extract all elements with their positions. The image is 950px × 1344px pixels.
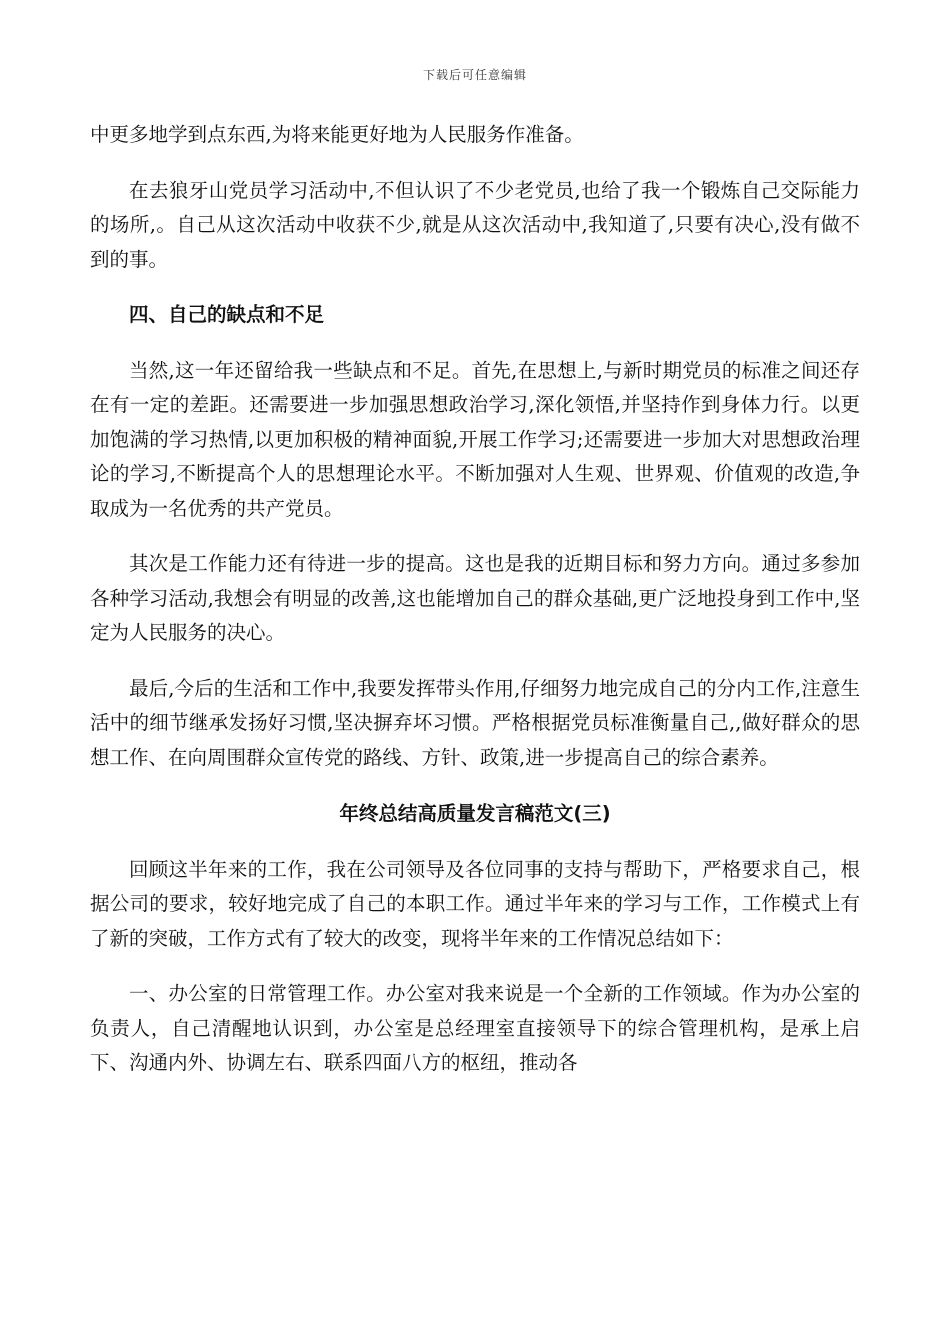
paragraph-review: 回顾这半年来的工作，我在公司领导及各位同事的支持与帮助下，严格要求自己，根据公司的要求，较好地完成了自己的本职工作。通过半年来的学习与工作，工作模式上有了新的突破，工作方式有了较大的改变，现将半年来的工作情况总结如下： <box>90 857 860 950</box>
paragraph-office-work: 一、办公室的日常管理工作。办公室对我来说是一个全新的工作领域。作为办公室的负责人，自己清醒地认识到，办公室是总经理室直接领导下的综合管理机构，是承上启下、沟通内外、协调左右、联系四面八方的枢纽，推动各 <box>90 982 860 1074</box>
paragraph-activity: 在去狼牙山党员学习活动中,不但认识了不少老党员,也给了我一个锻炼自己交际能力的场所,。自己从这次活动中收获不少,就是从这次活动中,我知道了,只要有决心,没有做不到的事。 <box>90 178 860 271</box>
page-header-note: 下载后可任意编辑 <box>422 68 527 82</box>
paragraph-continuation: 中更多地学到点东西,为将来能更好地为人民服务作准备。 <box>90 123 584 146</box>
paragraph-shortcomings: 当然,这一年还留给我一些缺点和不足。首先,在思想上,与新时期党员的标准之间还存在有一定的差距。还需要进一步加强思想政治学习,深化领悟,并坚持作到身体力行。以更加饱满的学习热情,以更加积极的精神面貌,开展工作学习;还需要进一步加大对思想政治理论的学习,不断提高个人的思想理论水平。不断加强对人生观、世界观、价值观的改造,争取成为一名优秀的共产党员。 <box>90 358 860 520</box>
paragraph-finally: 最后,今后的生活和工作中,我要发挥带头作用,仔细努力地完成自己的分内工作,注意生活中的细节继承发扬好习惯,坚决摒弃坏习惯。严格根据党员标准衡量自己,,做好群众的思想工作、在向周围群众宣传党的路线、方针、政策,进一步提高自己的综合素养。 <box>90 676 860 769</box>
document-body <box>90 118 860 1081</box>
document-title: 年终总结高质量发言稿范文(三) <box>339 802 611 825</box>
section-heading-shortcomings: 四、自己的缺点和不足 <box>129 303 325 326</box>
paragraph-ability: 其次是工作能力还有待进一步的提高。这也是我的近期目标和努力方向。通过多参加各种学习活动,我想会有明显的改善,这也能增加自己的群众基础,更广泛地投身到工作中,坚定为人民服务的决心。 <box>90 552 860 644</box>
